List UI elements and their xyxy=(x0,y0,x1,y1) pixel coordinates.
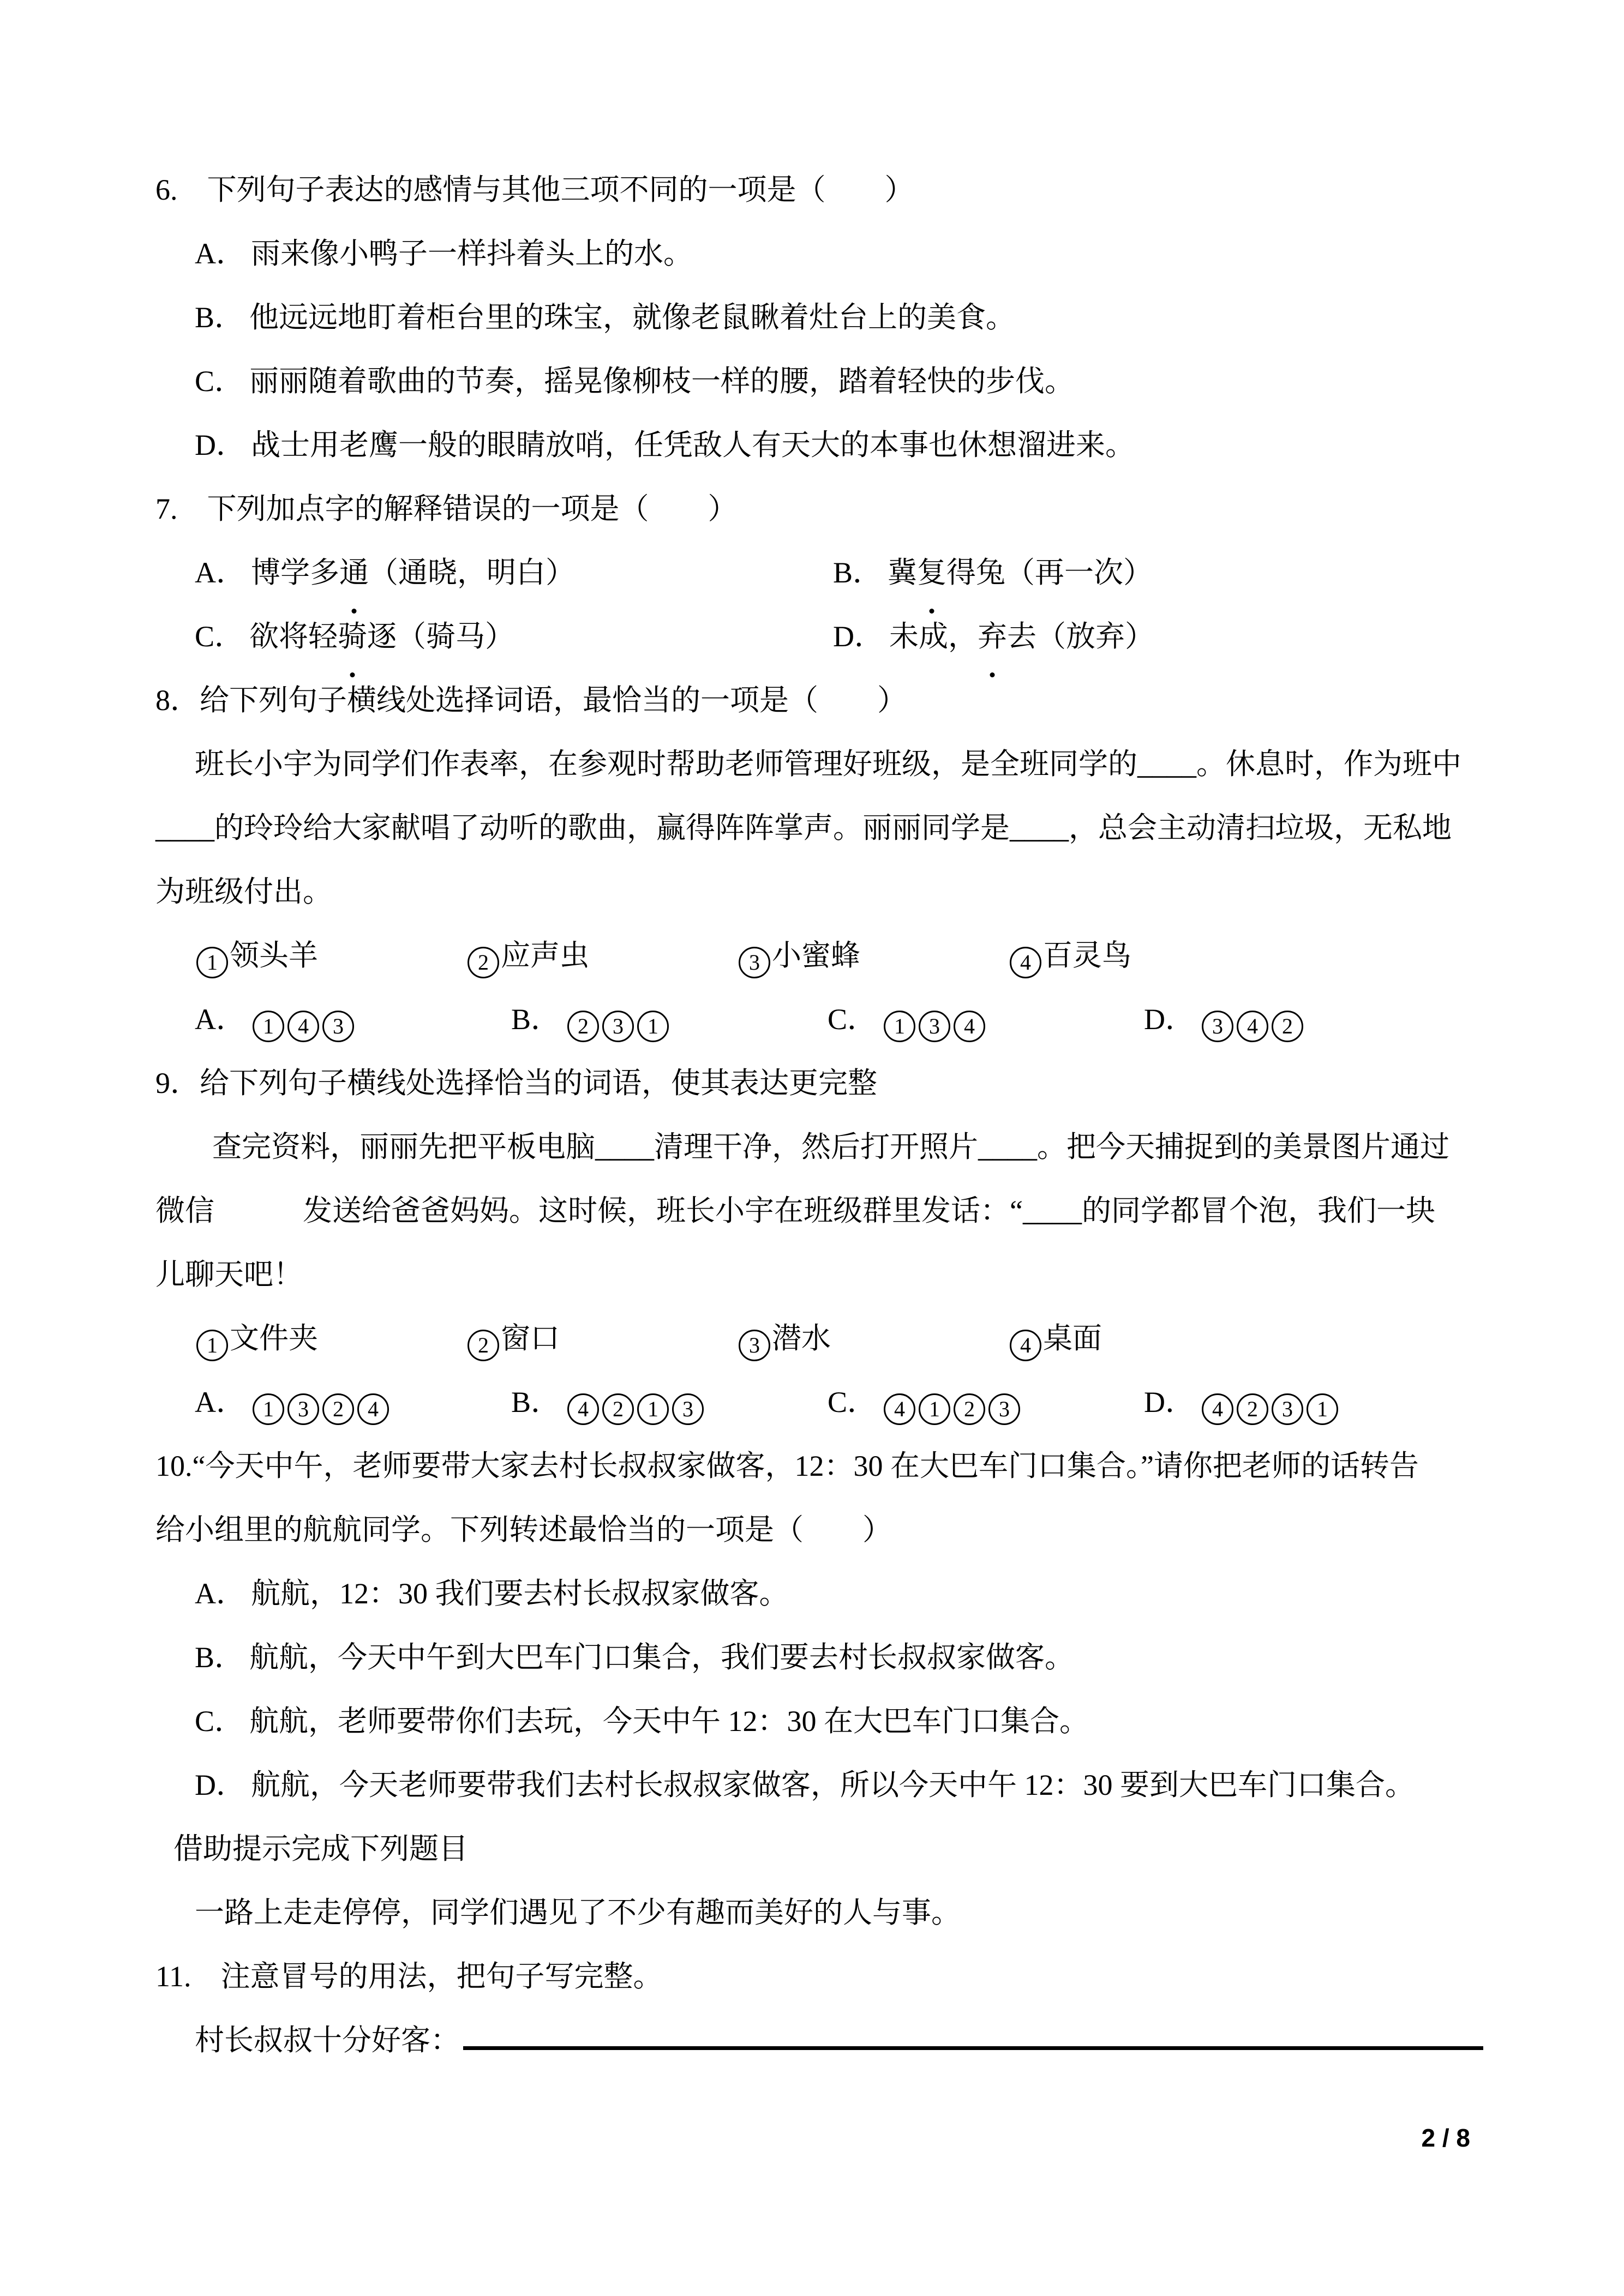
circled-number: 4 xyxy=(1202,1393,1233,1425)
word-choice-2 xyxy=(466,1307,737,1371)
circled-number: 4 xyxy=(1010,1330,1041,1361)
question-8-option-a xyxy=(195,988,511,1051)
circled-number: 2 xyxy=(468,947,499,978)
word-choice-4 xyxy=(1008,1307,1279,1371)
circled-number: 1 xyxy=(884,1011,915,1042)
question-6 xyxy=(155,158,1514,477)
circled-number: 1 xyxy=(196,1330,228,1361)
option-text: （通晓，明白） xyxy=(369,556,575,589)
option-text: 雨来像小鸭子一样抖着头上的水。 xyxy=(251,237,693,270)
question-9-option-c xyxy=(828,1371,1144,1434)
dotted-char: 弃 xyxy=(978,605,1007,669)
circled-number: 2 xyxy=(1237,1393,1268,1425)
circled-number: 3 xyxy=(919,1011,950,1042)
question-9-option-d xyxy=(1144,1371,1460,1434)
word-choice-text: 小蜜蜂 xyxy=(772,939,860,972)
option-text: 冀 xyxy=(888,556,918,589)
option-text: 博学多 xyxy=(251,556,339,589)
dotted-char: 通 xyxy=(339,541,369,605)
option-label: C． xyxy=(828,1003,877,1036)
option-label: A． xyxy=(195,237,245,270)
word-choice-text: 桌面 xyxy=(1043,1322,1102,1355)
option-label: D． xyxy=(195,1769,245,1801)
circled-number: 3 xyxy=(672,1393,704,1425)
word-choice-text: 潜水 xyxy=(772,1322,831,1355)
option-label: B． xyxy=(833,556,883,589)
word-choice-text: 百灵鸟 xyxy=(1043,939,1131,972)
option-label: B． xyxy=(511,1386,561,1419)
circled-number: 1 xyxy=(1307,1393,1338,1425)
circled-number: 4 xyxy=(357,1393,389,1425)
option-label: D． xyxy=(1144,1003,1195,1036)
option-label: A． xyxy=(195,556,245,589)
answer-blank xyxy=(463,2017,1483,2050)
option-text: 航航，今天老师要带我们去村长叔叔家做客，所以今天中午 12：30 要到大巴车门口集合。 xyxy=(251,1769,1415,1801)
option-label: D． xyxy=(1144,1386,1195,1419)
option-label: A． xyxy=(195,1577,245,1610)
question-8-stem: 8．给下列句子横线处选择词语，最恰当的一项是（ ） xyxy=(155,684,907,717)
question-8-passage-line: 为班级付出。 xyxy=(155,875,332,908)
question-10-option-d xyxy=(155,1753,1514,1817)
question-11 xyxy=(155,1945,1514,2072)
question-8-option-d xyxy=(1144,988,1460,1051)
question-11-answer-line xyxy=(155,2009,1514,2072)
circled-number: 3 xyxy=(1272,1393,1303,1425)
question-8-option-b xyxy=(511,988,828,1051)
question-8-answer-options xyxy=(155,988,1514,1051)
exam-content xyxy=(155,158,1514,2072)
word-choice-text: 文件夹 xyxy=(230,1322,318,1355)
answer-prefix: 村长叔叔十分好客： xyxy=(195,2024,460,2057)
question-7-options-row-1 xyxy=(155,541,1514,605)
question-8 xyxy=(155,669,1514,1051)
circled-number: 1 xyxy=(919,1393,950,1425)
option-text: 航航，12：30 我们要去村长叔叔家做客。 xyxy=(251,1577,789,1610)
question-6-stem: 6. 下列句子表达的感情与其他三项不同的一项是（ ） xyxy=(155,173,914,206)
question-9-passage-line: 微信 发送给爸爸妈妈。这时候，班长小宇在班级群里发话：“____的同学都冒个泡，我们一块 xyxy=(155,1194,1435,1227)
circled-number: 1 xyxy=(637,1011,669,1042)
circled-number: 3 xyxy=(739,1330,770,1361)
question-9-answer-options xyxy=(155,1371,1514,1434)
circled-number: 4 xyxy=(1010,947,1041,978)
option-text: 航航，今天中午到大巴车门口集合，我们要去村长叔叔家做客。 xyxy=(249,1641,1075,1674)
option-text: 战士用老鹰一般的眼睛放哨，任凭敌人有天大的本事也休想溜进来。 xyxy=(251,429,1135,461)
option-label: C． xyxy=(195,1705,244,1738)
question-9-passage-line: 查完资料，丽丽先把平板电脑____清理干净，然后打开照片____。把今天捕捉到的美景图片通过 xyxy=(212,1131,1449,1163)
circled-number: 2 xyxy=(954,1393,985,1425)
option-text: 欲将轻 xyxy=(249,620,338,653)
page-footer xyxy=(0,2123,1470,2153)
option-label: D． xyxy=(195,429,245,461)
option-text: 未成， xyxy=(889,620,978,653)
option-text: 丽丽随着歌曲的节奏，摇晃像柳枝一样的腰，踏着轻快的步伐。 xyxy=(249,365,1075,398)
circled-number: 4 xyxy=(884,1393,915,1425)
option-text: 逐（骑马） xyxy=(367,620,515,653)
question-9-word-choices xyxy=(155,1307,1514,1371)
option-label: B． xyxy=(195,1641,244,1674)
circled-number: 2 xyxy=(567,1011,599,1042)
word-choice-1 xyxy=(195,1307,466,1371)
word-choice-3 xyxy=(737,1307,1008,1371)
circled-number: 1 xyxy=(196,947,228,978)
option-text: 得兔（再一次） xyxy=(946,556,1153,589)
question-7-options-row-2 xyxy=(155,605,1514,669)
page-number: 2 / 8 xyxy=(1421,2124,1470,2152)
circled-number: 2 xyxy=(468,1330,499,1361)
circled-number: 4 xyxy=(954,1011,985,1042)
circled-number: 4 xyxy=(287,1011,319,1042)
word-choice-2 xyxy=(466,924,737,988)
word-choice-text: 窗口 xyxy=(501,1322,560,1355)
question-6-option-b xyxy=(155,286,1514,350)
option-text: 他远远地盯着柜台里的珠宝，就像老鼠瞅着灶台上的美食。 xyxy=(249,301,1016,334)
question-10-stem-line: 10.“今天中午，老师要带大家去村长叔叔家做客，12：30 在大巴车门口集合。”请你把老师的话转告 xyxy=(155,1450,1419,1482)
question-10-option-c xyxy=(155,1690,1514,1753)
option-label: A． xyxy=(195,1386,245,1419)
question-10-stem-line: 给小组里的航航同学。下列转述最恰当的一项是（ ） xyxy=(155,1513,892,1546)
option-label: B． xyxy=(511,1003,561,1036)
question-7-option-c xyxy=(195,605,833,669)
dotted-char: 复 xyxy=(917,541,946,605)
question-6-option-c xyxy=(155,350,1514,413)
question-10 xyxy=(155,1434,1514,1817)
option-label: B． xyxy=(195,301,244,334)
circled-number: 1 xyxy=(637,1393,669,1425)
question-9-stem: 9．给下列句子横线处选择恰当的词语，使其表达更完整 xyxy=(155,1067,877,1099)
word-choice-3 xyxy=(737,924,1008,988)
question-9-option-b xyxy=(511,1371,828,1434)
question-8-passage-line: ____的玲玲给大家献唱了动听的歌曲，赢得阵阵掌声。丽丽同学是____，总会主动清扫垃圾，无私地 xyxy=(155,812,1452,844)
option-label: A． xyxy=(195,1003,245,1036)
circled-number: 3 xyxy=(988,1393,1020,1425)
question-7-option-a xyxy=(195,541,833,605)
circled-number: 1 xyxy=(253,1393,284,1425)
circled-number: 4 xyxy=(567,1393,599,1425)
option-text: 去（放弃） xyxy=(1007,620,1154,653)
circled-number: 3 xyxy=(287,1393,319,1425)
hint-header: 借助提示完成下列题目 xyxy=(173,1832,468,1865)
hint-intro: 一路上走走停停，同学们遇见了不少有趣而美好的人与事。 xyxy=(195,1896,961,1929)
option-label: C． xyxy=(828,1386,877,1419)
word-choice-4 xyxy=(1008,924,1279,988)
question-9 xyxy=(155,1051,1514,1434)
question-9-option-a xyxy=(195,1371,511,1434)
question-7 xyxy=(155,477,1514,669)
option-label: C． xyxy=(195,620,244,653)
word-choice-text: 应声虫 xyxy=(501,939,589,972)
circled-number: 4 xyxy=(1237,1011,1268,1042)
circled-number: 3 xyxy=(739,947,770,978)
circled-number: 3 xyxy=(322,1011,354,1042)
question-10-option-b xyxy=(155,1626,1514,1690)
question-7-stem: 7. 下列加点字的解释错误的一项是（ ） xyxy=(155,492,738,525)
question-8-passage-line: 班长小宇为同学们作表率，在参观时帮助老师管理好班级，是全班同学的____。休息时，作为班中 xyxy=(195,748,1461,780)
question-9-passage-line: 儿聊天吧！ xyxy=(155,1258,303,1291)
question-11-stem: 11. 注意冒号的用法，把句子写完整。 xyxy=(155,1960,663,1993)
circled-number: 3 xyxy=(602,1011,634,1042)
option-text: 航航，老师要带你们去玩，今天中午 12：30 在大巴车门口集合。 xyxy=(249,1705,1089,1738)
circled-number: 1 xyxy=(253,1011,284,1042)
option-label: C． xyxy=(195,365,244,398)
word-choice-text: 领头羊 xyxy=(230,939,318,972)
circled-number: 2 xyxy=(602,1393,634,1425)
dotted-char: 骑 xyxy=(338,605,367,669)
word-choice-1 xyxy=(195,924,466,988)
circled-number: 2 xyxy=(1272,1011,1303,1042)
circled-number: 3 xyxy=(1202,1011,1233,1042)
question-6-option-a xyxy=(155,222,1514,286)
option-label: D． xyxy=(833,620,884,653)
question-7-option-b xyxy=(833,541,1471,605)
question-8-word-choices xyxy=(155,924,1514,988)
question-10-option-a xyxy=(155,1562,1514,1626)
circled-number: 2 xyxy=(322,1393,354,1425)
question-8-option-c xyxy=(828,988,1144,1051)
question-6-option-d xyxy=(155,413,1514,477)
question-7-option-d xyxy=(833,605,1471,669)
hint-section xyxy=(155,1817,1514,1945)
